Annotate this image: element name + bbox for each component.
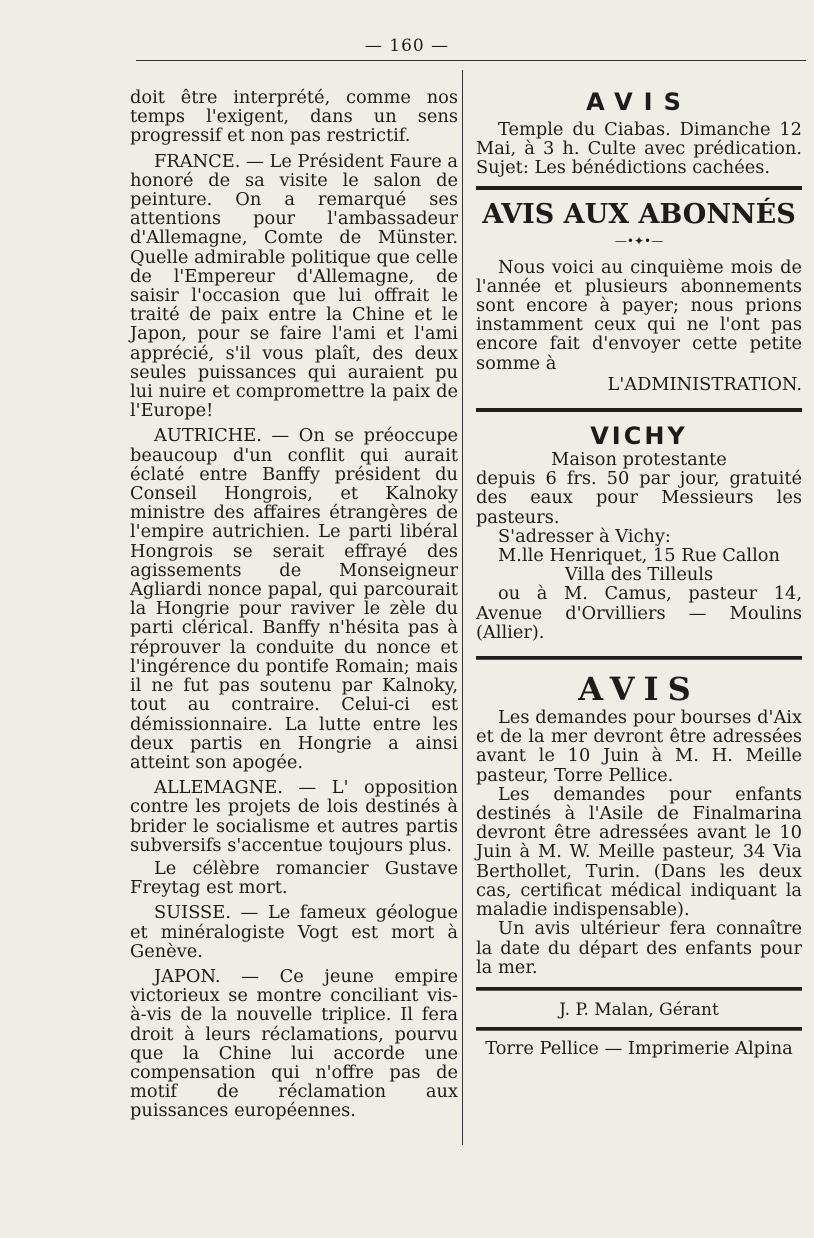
vichy-title: VICHY	[590, 422, 688, 451]
article-france: FRANCE. — Le Président Faure a honoré de sa visite le salon de peinture. On a remarqué ses attentions pour l'ambassadeur d'Allemagne, Comte de Münster. Quelle admirable politique que celle de l'Empereur d'Allemagne, de saisir l'occasion que lui offrait le traité de paix entre la Chine et le Japon, pour se faire l'ami et l'ami apprécié, s'il vous plaît, des deux seules puissances qui auraient pu lui nuire et compromettre la paix de l'Europe!	[130, 150, 458, 422]
divider-rule	[476, 656, 802, 660]
column-divider	[462, 70, 463, 1145]
left-column	[130, 88, 458, 1121]
avis-temple-text: Temple du Ciabas. Dimanche 12 Mai, à 3 h. Culte avec prédication. Sujet: Les bénédictions cachées.	[476, 119, 802, 179]
article-freytag: Le célèbre romancier Gustave Freytag est mort.	[130, 857, 458, 899]
page-number: — 160 —	[364, 36, 450, 56]
abonnes-title: AVIS AUX ABONNÉS	[482, 198, 796, 230]
avis-title: AVIS	[586, 88, 692, 116]
avis-2-paragraph-1: Les demandes pour bourses d'Aix et de la mer devront être adressées avant le 10 Juin à M. H. Meille pasteur, Torre Pellice.	[476, 707, 802, 786]
ornament-divider: —•✦•—	[614, 233, 664, 248]
avis-2-paragraph-2: Les demandes pour enfants destinés à l'Asile de Finalmarina devront être adressées avant le 10 Juin à M. W. Meille pasteur, 34 Via Berthollet, Turin. (Dans les deux cas, certificat médical indiquant la maladie indispensable).	[476, 783, 802, 921]
gerant-signature: J. P. Malan, Gérant	[559, 999, 719, 1020]
article-japon: JAPON. — Ce jeune empire victorieux se montre conciliant vis-à-vis de la nouvelle triplice. Il fera droit à leurs réclamations, pourvu que la Chine lui accorde une compensation qui n'offre pas de motif de réclamation aux puissances européennes.	[130, 965, 458, 1122]
vichy-line-5: Villa des Tilleuls	[564, 564, 714, 586]
left-paragraph-0: doit être interprété, comme nos temps l'exigent, dans un sens progressif et non pas restrictif.	[130, 87, 458, 147]
divider-rule	[476, 408, 802, 412]
top-rule	[136, 60, 806, 61]
vichy-line-1: Maison protestante	[551, 449, 727, 471]
avis-2-paragraph-3: Un avis ultérieur fera connaître la date du départ des enfants pour la mer.	[476, 918, 802, 978]
abonnes-signature: L'ADMINISTRATION.	[607, 373, 802, 395]
divider-rule	[476, 987, 802, 991]
right-column	[476, 88, 802, 1058]
vichy-line-3: S'adresser à Vichy:	[498, 525, 671, 547]
divider-rule	[476, 186, 802, 190]
article-suisse: SUISSE. — Le fameux géologue et minéralogiste Vogt est mort à Genève.	[130, 902, 458, 962]
avis-2-title: AVIS	[578, 670, 700, 709]
vichy-line-2: depuis 6 frs. 50 par jour, gratuité des eaux pour Messieurs les pasteurs.	[476, 468, 802, 528]
divider-rule	[476, 1027, 802, 1031]
abonnes-text: Nous voici au cinquième mois de l'année et plusieurs abonnements sont encore à payer; nous prions instamment ceux qui ne l'ont pas encore fait d'envoyer cette petite somme à	[476, 256, 802, 374]
article-allemagne: ALLEMAGNE. — L' opposition contre les projets de lois destinés à brider le socialisme et autres partis subversifs s'accentue toujours plus.	[130, 777, 458, 856]
vichy-line-6: ou à M. Camus, pasteur 14, Avenue d'Orvilliers — Moulins (Allier).	[476, 583, 802, 643]
article-autriche: AUTRICHE. — On se préoccupe beaucoup d'un conflit qui aurait éclaté entre Banffy président du Conseil Hongrois, et Kalnoky ministre des affaires étrangères de l'empire autrichien. Le parti libéral Hongrois se serait effrayé des agissements de Monseigneur Agliardi nonce papal, qui parcourait la Hongrie pour raviver le zèle du parti clérical. Banffy n'hésita pas à réprouver la conduite du nonce et l'ingérence du pontife Romain; mais il ne fut pas soutenu par Kalnoky, tout au contraire. Celui-ci est démissionnaire. La lutte entre les deux partis en Hongrie a ainsi atteint son apogée.	[130, 425, 458, 773]
vichy-line-4: M.lle Henriquet, 15 Rue Callon	[498, 545, 780, 567]
imprimerie-line: Torre Pellice — Imprimerie Alpina	[485, 1037, 793, 1059]
